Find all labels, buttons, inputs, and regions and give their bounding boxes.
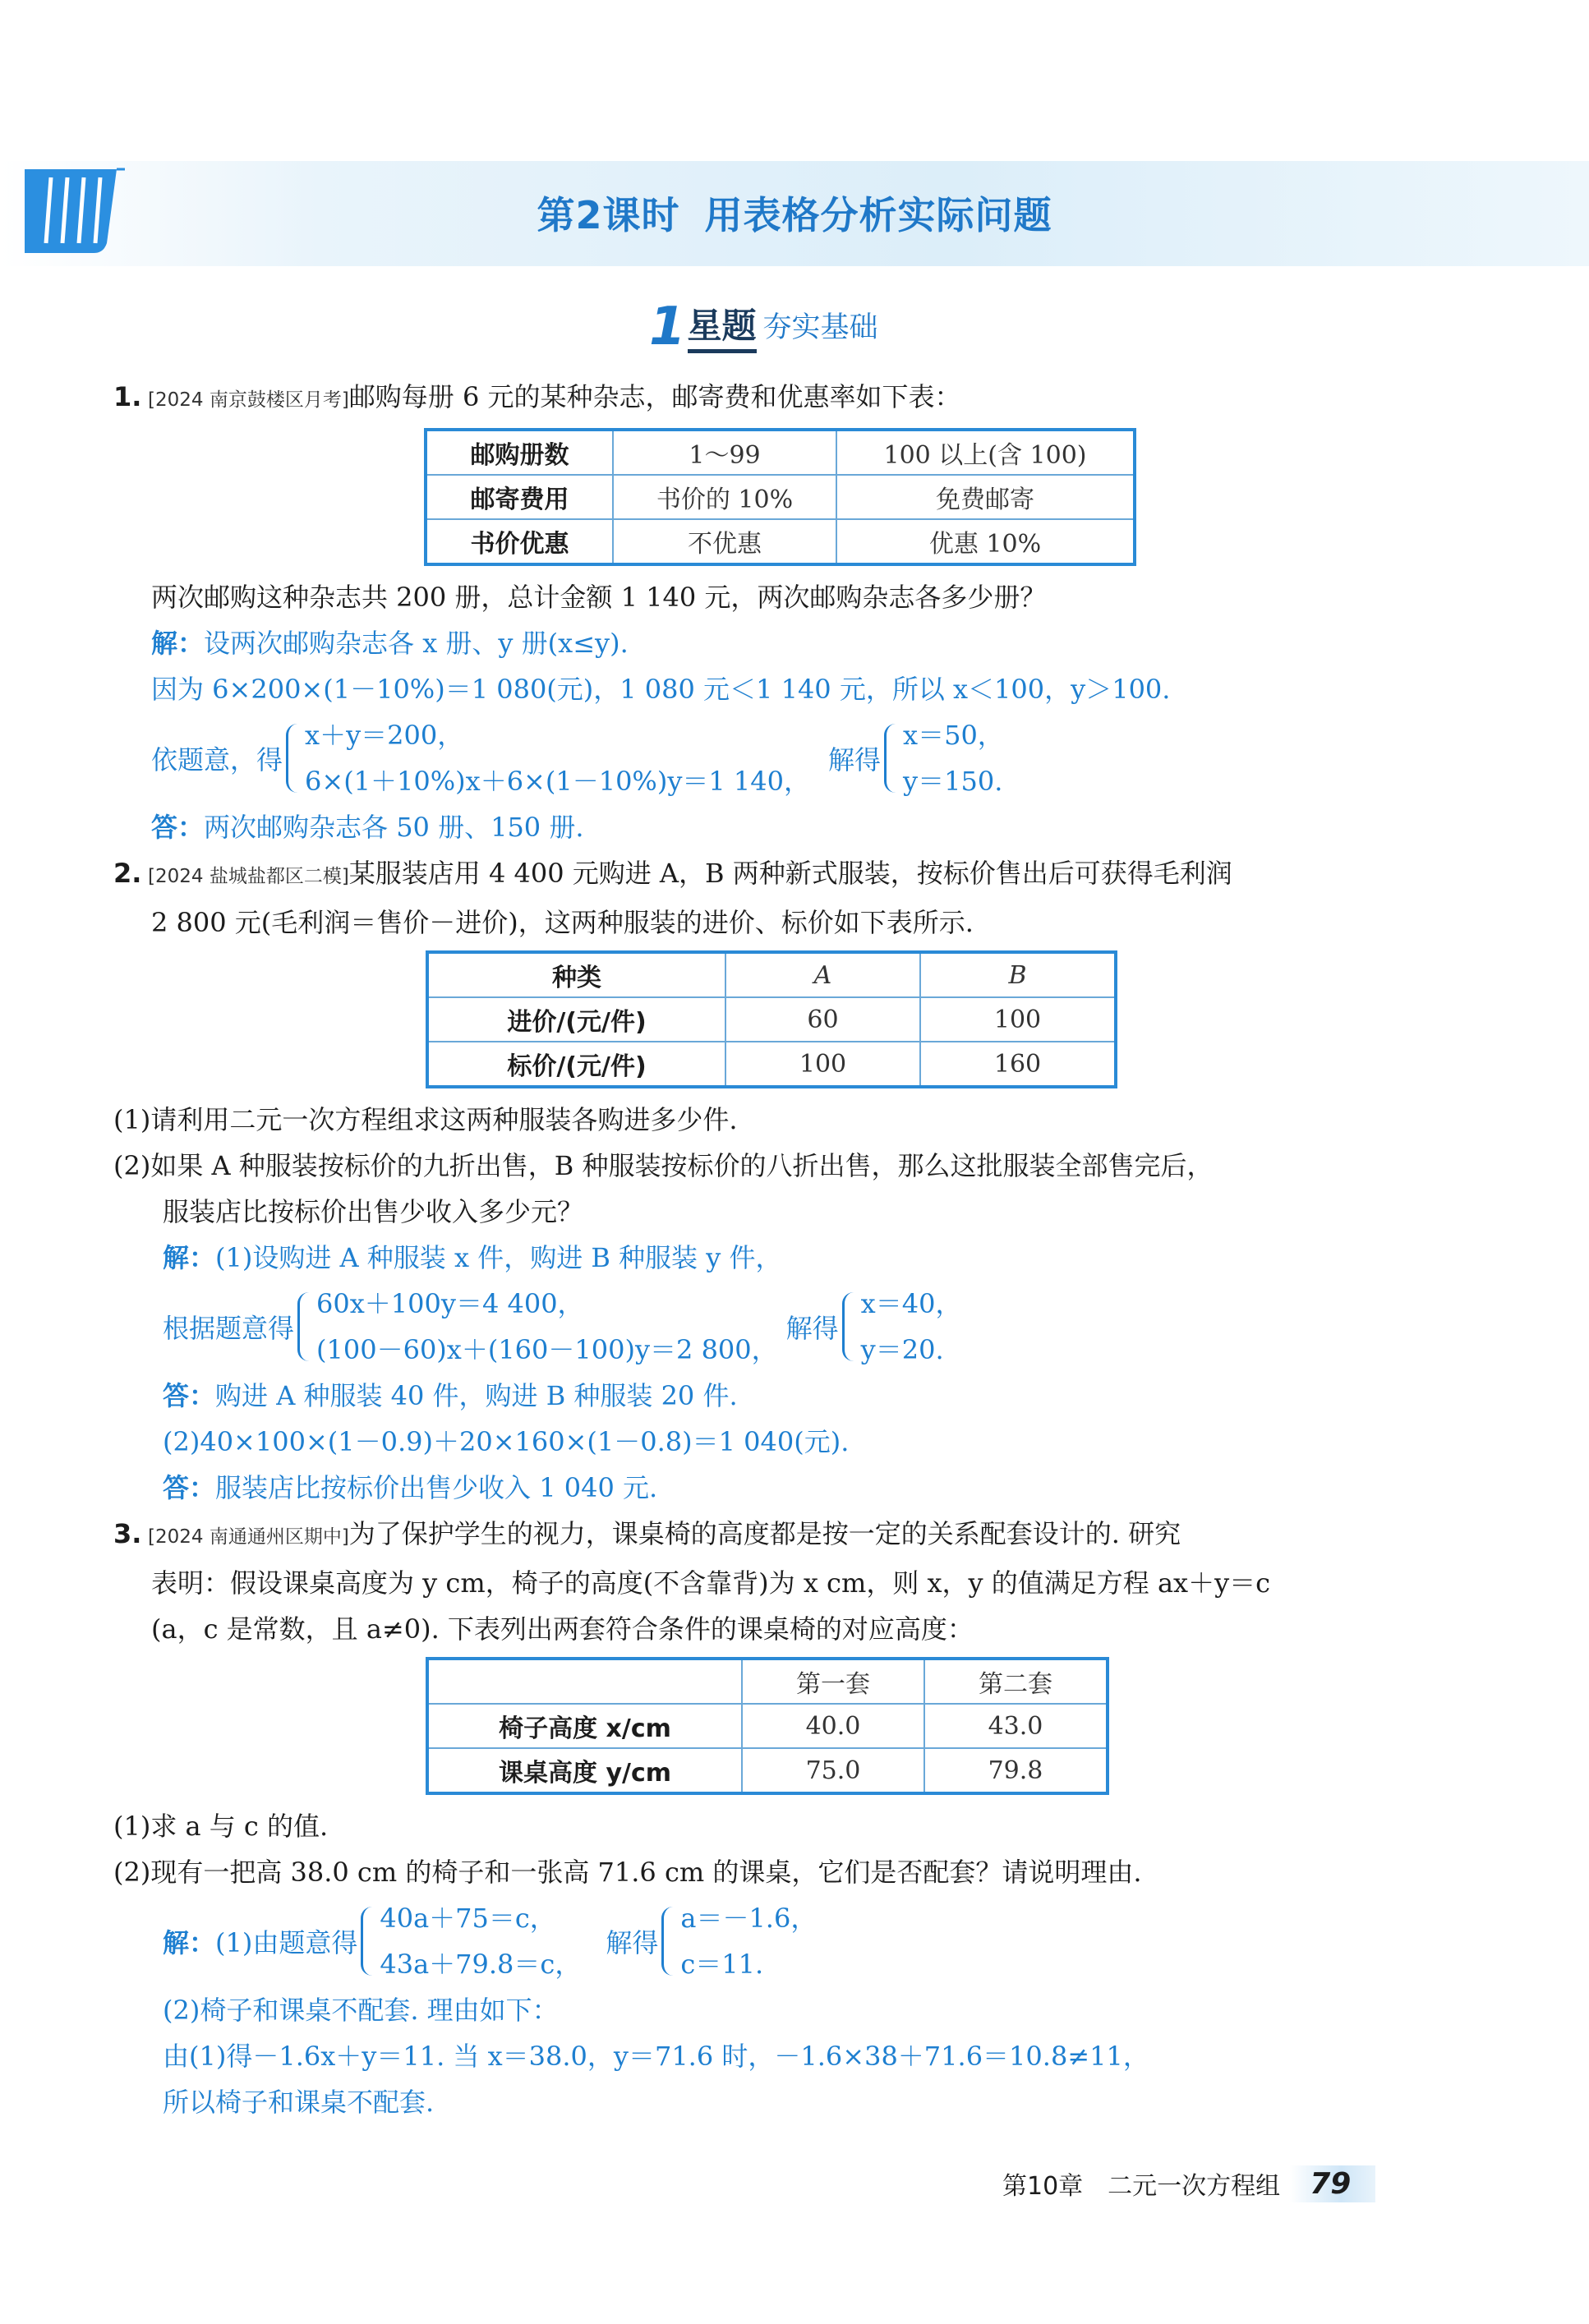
system xyxy=(294,1281,778,1373)
badge-number: 1 xyxy=(649,297,686,357)
table-row xyxy=(427,1748,1108,1793)
solution xyxy=(658,1895,817,1987)
exercise-content xyxy=(113,374,1453,2125)
page-footer xyxy=(1002,2161,1375,2207)
q2-final-answer-2 xyxy=(113,1465,1453,1511)
solve-prefix: 解得 xyxy=(785,1313,839,1344)
table-row xyxy=(426,475,1135,519)
q2-equation-system xyxy=(113,1281,1453,1373)
q2-subquestion-1: (1)请利用二元一次方程组求这两种服装各购进多少件. xyxy=(113,1104,738,1135)
equation: 40a＋75＝c， xyxy=(380,1903,556,1934)
table-cell: 75.0 xyxy=(742,1748,924,1793)
lesson-title xyxy=(0,186,1589,240)
table-row xyxy=(426,519,1135,564)
equation: 6×(1＋10%)x＋6×(1－10%)y＝1 140， xyxy=(305,766,811,797)
q3-stem-line3: (a，c 是常数，且 a≠0). 下表列出两套符合条件的课桌椅的对应高度： xyxy=(151,1613,974,1645)
q3-number: 3. xyxy=(113,1518,142,1549)
answer-text: 设两次邮购杂志各 x 册、y 册(x≤y). xyxy=(204,628,629,659)
table-cell: 43.0 xyxy=(924,1704,1108,1748)
q1-answer-line1 xyxy=(113,620,1453,666)
q3-stem-text: 为了保护学生的视力，课桌椅的高度都是按一定的关系配套设计的. 研究 xyxy=(348,1518,1181,1549)
answer-text: (1)设购进 A 种服装 x 件，购进 B 种服装 y 件， xyxy=(215,1242,782,1273)
q3-answer-line4: 所以椅子和课桌不配套. xyxy=(163,2087,435,2118)
q3-subquestion-2: (2)现有一把高 38.0 cm 的椅子和一张高 71.6 cm 的课桌，它们是否配套？请说明理由. xyxy=(113,1857,1142,1888)
q2-final-answer-1 xyxy=(113,1373,1453,1419)
table-cell: 1～99 xyxy=(613,430,836,475)
answer-text: 服装店比按标价出售少收入 1 040 元. xyxy=(215,1472,658,1503)
table-cell: 160 xyxy=(920,1042,1116,1087)
q3-equation-system xyxy=(113,1895,1453,1987)
q2-answer-line1 xyxy=(113,1235,1453,1281)
table-cell: 免费邮寄 xyxy=(836,475,1135,519)
q3-subquestion-1: (1)求 a 与 c 的值. xyxy=(113,1811,329,1842)
table-cell: 优惠 10% xyxy=(836,519,1135,564)
q3-stem-line2: 表明：假设课桌高度为 y cm，椅子的高度(不含靠背)为 x cm，则 x，y 的值满足方程 ax＋y＝c xyxy=(151,1567,1271,1599)
table-cell xyxy=(427,1659,742,1704)
table-cell: 60 xyxy=(725,997,920,1042)
table-row xyxy=(427,952,1116,997)
q2-stem-text: 某服装店用 4 400 元购进 A，B 两种新式服装，按标价售出后可获得毛利润 xyxy=(348,858,1232,889)
brace-icon xyxy=(842,1292,856,1361)
solution-lines xyxy=(680,1895,817,1987)
table-cell: 书价优惠 xyxy=(426,519,613,564)
equation: (100－60)x＋(160－100)y＝2 800， xyxy=(316,1334,778,1365)
solution-value: y＝20. xyxy=(860,1334,944,1365)
answer-text: 两次邮购杂志各 50 册、150 册. xyxy=(204,812,584,843)
q1-final-answer xyxy=(113,804,1453,850)
solution-value: y＝150. xyxy=(903,766,1003,797)
solution-lines xyxy=(861,1281,962,1373)
table-cell: 100 以上(含 100) xyxy=(836,430,1135,475)
badge-main: 星题 xyxy=(688,305,757,353)
answer-label: 答： xyxy=(163,1472,216,1503)
table-cell: 进价/(元/件) xyxy=(427,997,725,1042)
q1-number: 1. xyxy=(113,381,142,412)
table-cell: 不优惠 xyxy=(613,519,836,564)
table-cell: 邮购册数 xyxy=(426,430,613,475)
table-cell: 40.0 xyxy=(742,1704,924,1748)
q2-stem xyxy=(113,850,1453,900)
table-cell: 第二套 xyxy=(924,1659,1108,1704)
system-prefix: (1)由题意得 xyxy=(215,1927,358,1958)
table-cell: 椅子高度 x/cm xyxy=(427,1704,742,1748)
table-cell: 79.8 xyxy=(924,1748,1108,1793)
system-prefix: 根据题意得 xyxy=(163,1313,295,1344)
solution xyxy=(881,712,1004,804)
equation: x＋y＝200， xyxy=(305,720,464,751)
table-row xyxy=(427,1042,1116,1087)
brace-icon xyxy=(661,1907,675,1976)
solution-value: x＝50， xyxy=(903,720,1004,751)
equation: 43a＋79.8＝c， xyxy=(380,1949,582,1980)
section-badge xyxy=(649,288,878,357)
solution-value: x＝40， xyxy=(860,1288,962,1319)
brace-icon xyxy=(297,1292,311,1361)
table-cell: A xyxy=(725,952,920,997)
solve-prefix: 解得 xyxy=(606,1927,659,1958)
table-row xyxy=(426,430,1135,475)
q1-stem-text: 邮购每册 6 元的某种杂志，邮寄费和优惠率如下表： xyxy=(348,381,961,412)
brace-icon xyxy=(361,1907,375,1976)
system xyxy=(357,1895,581,1987)
answer-text: 购进 A 种服装 40 件，购进 B 种服装 20 件. xyxy=(215,1380,738,1411)
footer-chapter: 第10章 二元一次方程组 xyxy=(1002,2172,1281,2201)
solution xyxy=(839,1281,962,1373)
q3-stem xyxy=(113,1511,1453,1560)
answer-label: 答： xyxy=(163,1380,216,1411)
q2-subquestion-2: (2)如果 A 种服装按标价的九折出售，B 种服装按标价的八折出售，那么这批服装全部售完后， xyxy=(113,1150,1214,1181)
table-row xyxy=(427,1704,1108,1748)
q3-source: [2024 南通通州区期中] xyxy=(148,1526,349,1548)
brace-icon xyxy=(286,724,300,793)
system-lines xyxy=(380,1895,581,1987)
q1-answer-line2: 因为 6×200×(1－10%)＝1 080(元)，1 080 元＜1 140 元，所以 x＜100，y＞100. xyxy=(151,674,1171,705)
q2-subquestion-2-cont: 服装店比按标价出售少收入多少元？ xyxy=(163,1196,584,1227)
q2-table xyxy=(426,950,1117,1088)
badge-sub: 夯实基础 xyxy=(762,311,878,344)
solve-prefix: 解得 xyxy=(828,744,882,775)
lesson-topic: 用表格分析实际问题 xyxy=(704,193,1052,237)
system-lines xyxy=(316,1281,778,1373)
q3-answer-line3: 由(1)得－1.6x＋y＝11. 当 x＝38.0，y＝71.6 时，－1.6×38＋71.6＝10.8≠11， xyxy=(163,2041,1149,2072)
solution-lines xyxy=(903,712,1004,804)
table-cell: 邮寄费用 xyxy=(426,475,613,519)
lesson-number: 第2课时 xyxy=(537,193,680,237)
equation: 60x＋100y＝4 400， xyxy=(316,1288,584,1319)
table-cell: 课桌高度 y/cm xyxy=(427,1748,742,1793)
q1-question: 两次邮购这种杂志共 200 册，总计金额 1 140 元，两次邮购杂志各多少册？ xyxy=(151,582,1047,613)
table-cell: 书价的 10% xyxy=(613,475,836,519)
q2-number: 2. xyxy=(113,858,142,889)
solution-value: c＝11. xyxy=(680,1949,764,1980)
q1-equation-system xyxy=(113,712,1453,804)
table-row xyxy=(427,1659,1108,1704)
q3-answer-line2: (2)椅子和课桌不配套. 理由如下： xyxy=(163,1995,559,2026)
table-cell: 100 xyxy=(920,997,1116,1042)
q1-stem xyxy=(113,374,1453,423)
page-number: 79 xyxy=(1290,2165,1375,2202)
answer-label: 答： xyxy=(151,812,205,843)
system-prefix: 依题意，得 xyxy=(151,744,283,775)
q1-table xyxy=(424,428,1136,566)
solution-value: a＝－1.6， xyxy=(680,1903,818,1934)
brace-icon xyxy=(884,724,898,793)
q2-source: [2024 盐城盐都区二模] xyxy=(148,866,349,887)
system xyxy=(283,712,810,804)
table-cell: 100 xyxy=(725,1042,920,1087)
table-cell: 第一套 xyxy=(742,1659,924,1704)
answer-label: 解： xyxy=(163,1927,216,1958)
table-cell: B xyxy=(920,952,1116,997)
q1-source: [2024 南京鼓楼区月考] xyxy=(148,389,349,411)
answer-label: 解： xyxy=(163,1242,216,1273)
table-cell: 标价/(元/件) xyxy=(427,1042,725,1087)
table-row xyxy=(427,997,1116,1042)
q2-stem-line2: 2 800 元(毛利润＝售价－进价)，这两种服装的进价、标价如下表所示. xyxy=(151,907,974,938)
table-cell: 种类 xyxy=(427,952,725,997)
answer-label: 解： xyxy=(151,628,205,659)
system-lines xyxy=(305,712,810,804)
q3-table xyxy=(426,1657,1109,1795)
q2-answer-line2: (2)40×100×(1－0.9)＋20×160×(1－0.8)＝1 040(元). xyxy=(163,1426,850,1457)
